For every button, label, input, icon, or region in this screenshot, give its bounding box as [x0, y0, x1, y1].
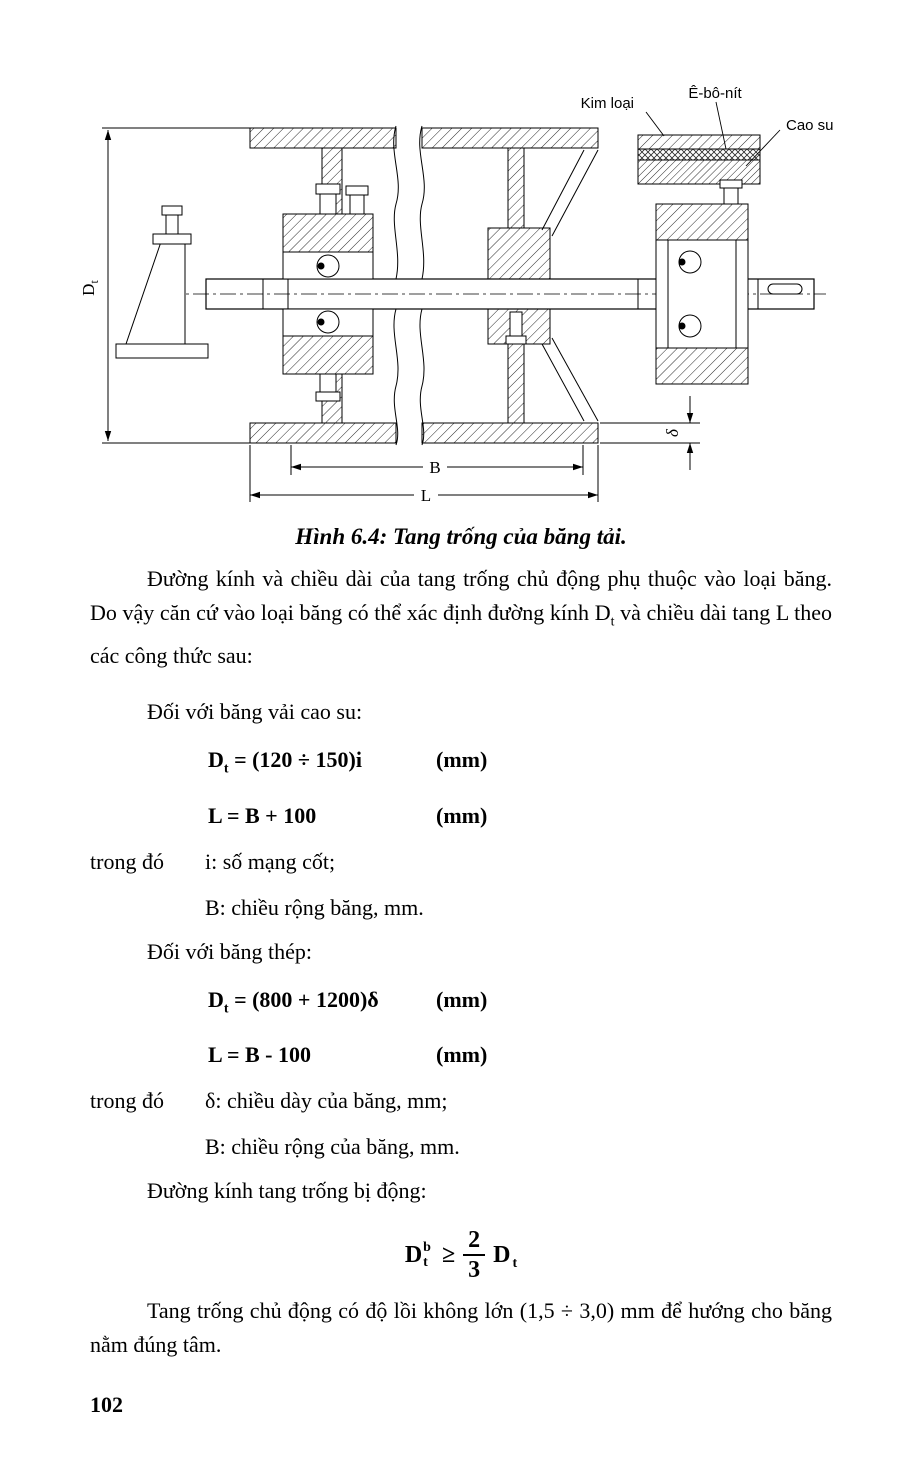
figure-6-4 [78, 86, 878, 516]
page-number: 102 [90, 1392, 123, 1418]
f1-sub: t [223, 761, 229, 777]
formula-l-rubber [208, 801, 832, 831]
f5-rhs-sub: t [512, 1256, 518, 1272]
dimension-delta [600, 396, 700, 470]
f5-relation: ≥ [441, 1241, 456, 1268]
where-steel [90, 1084, 832, 1118]
formula-dt-steel-unit: (mm) [436, 986, 488, 1012]
formula-dt-rubber [208, 745, 832, 784]
f5-fraction [463, 1226, 485, 1284]
f5-supsub [423, 1240, 431, 1270]
f5-denominator: 3 [468, 1257, 481, 1284]
formula-dt-rubber-unit: (mm) [436, 747, 488, 773]
label-kim-loai: Kim loại [580, 95, 634, 112]
f3-body: = (800 + 1200)δ [228, 986, 379, 1012]
dim-dt-sub: t [87, 280, 101, 284]
where-steel-label: trong đó [90, 1088, 164, 1114]
f1-body: = (120 ÷ 150)i [228, 747, 362, 773]
f5-base: D [404, 1241, 423, 1268]
formula-l-steel [208, 1040, 832, 1070]
heading-steel-belt: Đối với băng thép: [147, 938, 312, 964]
shaft-key-slot [768, 284, 802, 294]
f3-base: D [208, 986, 224, 1012]
intro-sub-t: t [610, 614, 615, 630]
right-bearing-assembly [656, 180, 748, 384]
label-dim-delta: δ [663, 429, 682, 437]
where-rubber-label: trong đó [90, 848, 164, 874]
label-dim-l: L [420, 486, 432, 505]
drum-technical-drawing [78, 86, 878, 516]
dim-dt-base: D [79, 283, 98, 296]
heading-rubber-belt: Đối với băng vải cao su: [147, 699, 363, 725]
where-rubber-def2: B: chiều rộng băng, mm. [205, 894, 424, 920]
f3-sub: t [223, 1001, 229, 1017]
document-page [0, 86, 916, 1474]
belt-layers-sample [638, 102, 780, 184]
where-rubber-def1: i: số mạng cốt; [205, 848, 336, 874]
label-cao-su: Cao su [786, 117, 834, 134]
label-dim-b: B [429, 458, 441, 477]
formula-driven-drum [90, 1226, 832, 1284]
formula-l-steel-unit: (mm) [436, 1042, 488, 1068]
f5-rhs-base: D [493, 1241, 511, 1268]
intro-text-a: Đường kính và chiều dài của tang trống chủ động phụ thuộc vào loại băng. Do vậy căn cứ vào loại băng có thể xác định đường kính D [90, 566, 832, 625]
f1-base: D [208, 747, 224, 773]
formula-l-rubber-unit: (mm) [436, 802, 488, 828]
where-rubber [90, 845, 832, 879]
label-dim-dt [79, 280, 101, 296]
pedestal-bracket [116, 206, 208, 358]
intro-text-b: và chiều dài tang L theo các công thức sau: [90, 600, 832, 669]
formula-dt-steel-text [208, 985, 436, 1024]
formula-dt-rubber-text [208, 745, 436, 784]
where-steel-def1: δ: chiều dày của băng, mm; [205, 1088, 448, 1114]
f5-sub: t [423, 1255, 428, 1271]
heading-driven-drum: Đường kính tang trống bị động: [147, 1178, 427, 1204]
f5-sup: b [423, 1240, 431, 1256]
intro-paragraph [90, 562, 832, 673]
figure-caption: Hình 6.4: Tang trống của băng tải. [295, 524, 627, 549]
formula-dt-steel [208, 985, 832, 1024]
f5-numerator: 2 [463, 1226, 485, 1256]
formula-l-rubber-text: L = B + 100 [208, 802, 317, 828]
closing-paragraph: Tang trống chủ động có độ lồi không lớn (1,5 ÷ 3,0) mm để hướng cho băng nằm đúng tâm. [90, 1298, 832, 1358]
formula-l-steel-text: L = B - 100 [208, 1042, 311, 1068]
where-steel-def2: B: chiều rộng của băng, mm. [205, 1134, 460, 1160]
label-e-bo-nit: Ê-bô-nít [688, 85, 742, 102]
